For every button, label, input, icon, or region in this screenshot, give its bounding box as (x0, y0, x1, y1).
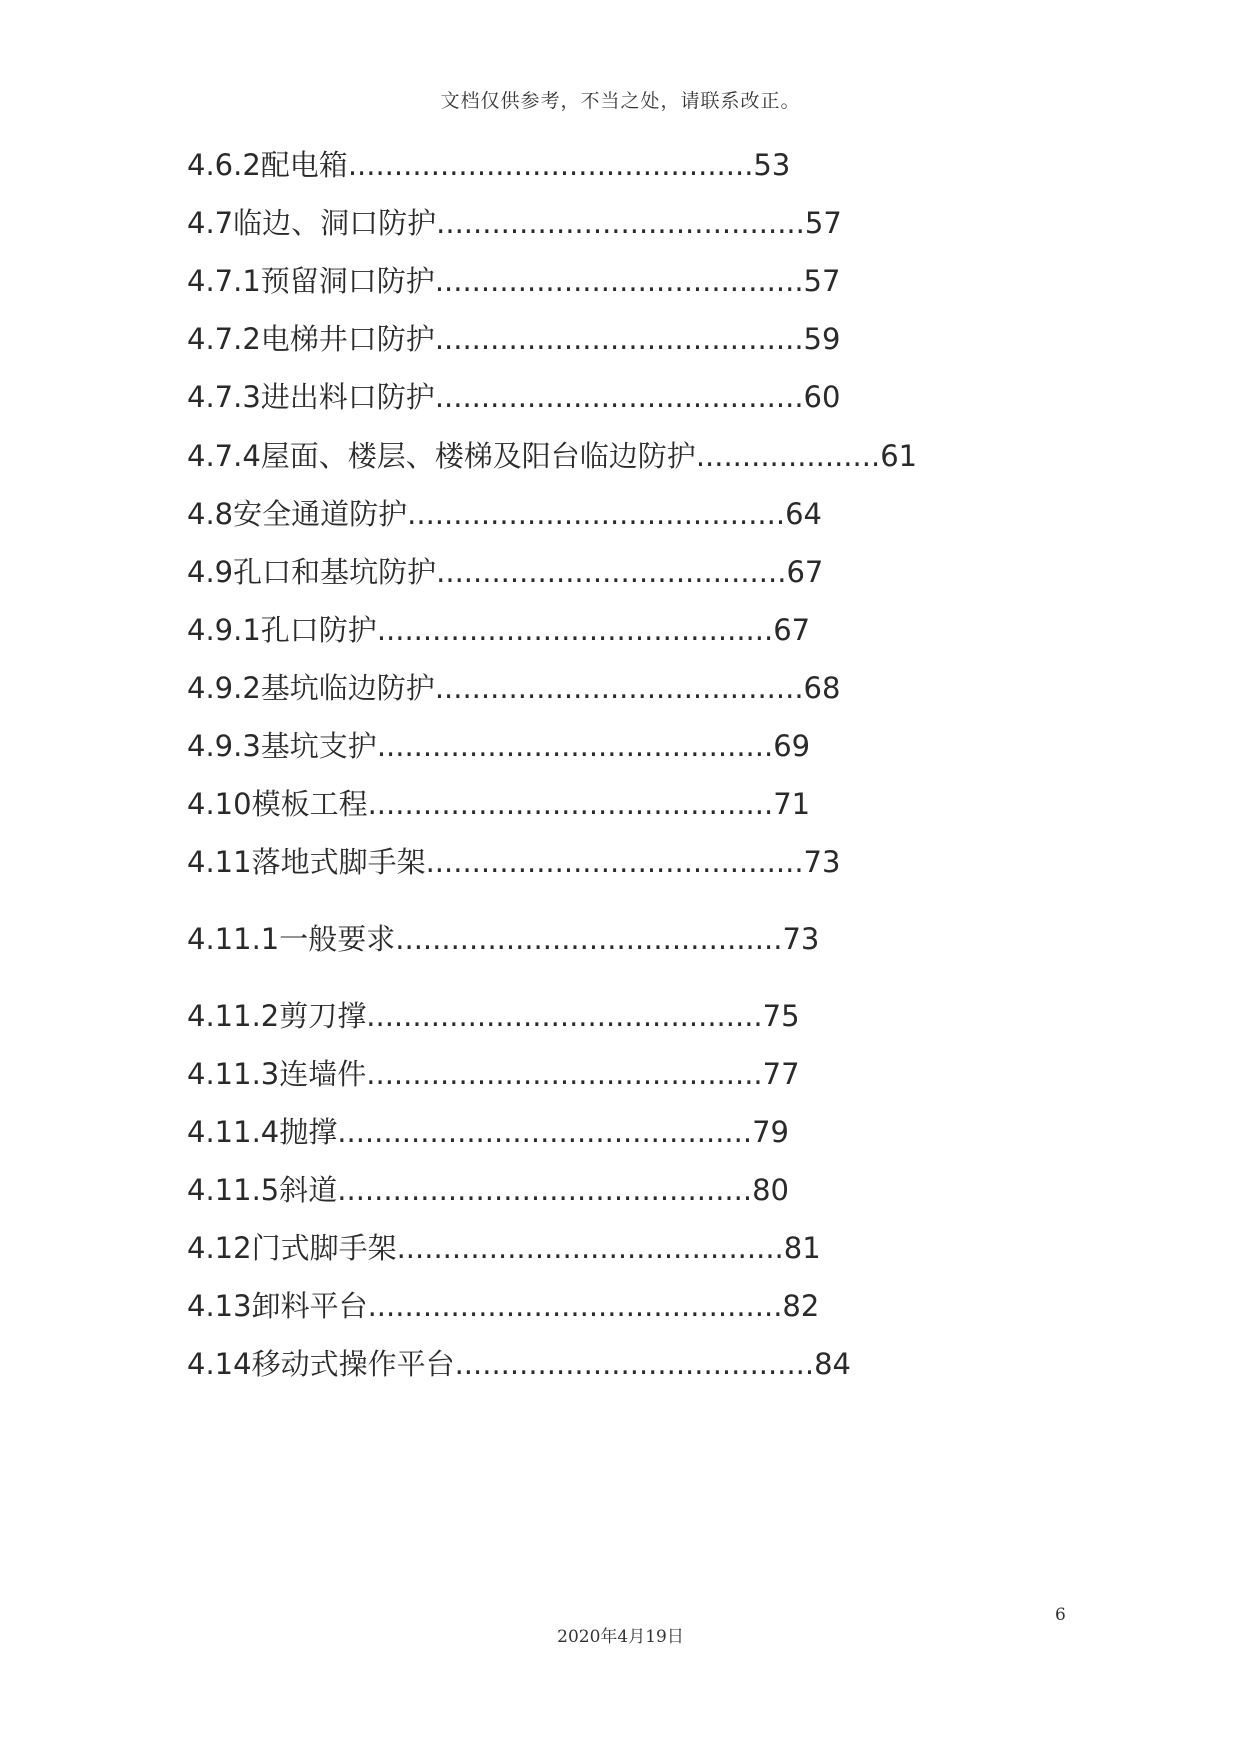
toc-entry-page: 57 (804, 206, 842, 240)
toc-entry-number: 4.9.1 (187, 613, 261, 647)
toc-entry[interactable] (187, 436, 917, 476)
toc-entry-leader: ........................................... (366, 999, 763, 1033)
toc-entry[interactable] (187, 1228, 821, 1268)
toc-entry[interactable] (187, 996, 800, 1036)
toc-entry-title: 孔口防护 (260, 613, 377, 647)
toc-entry-title: 进出料口防护 (260, 380, 435, 414)
toc-entry-leader: ......................................... (425, 845, 804, 879)
toc-entry-title: 电梯井口防护 (260, 322, 435, 356)
toc-entry-leader: ............................................ (347, 148, 754, 182)
toc-entry[interactable] (187, 319, 840, 359)
toc-entry-leader: ........................................... (376, 613, 774, 647)
toc-entry-page: 80 (752, 1173, 789, 1207)
toc-entry-title: 移动式操作平台 (251, 1347, 455, 1381)
toc-entry-title: 配电箱 (260, 148, 348, 182)
toc-entry[interactable] (187, 145, 790, 185)
toc-entry-title: 屋面、楼层、楼梯及阳台临边防护 (260, 439, 696, 473)
toc-entry-leader: ........................................ (436, 206, 805, 240)
toc-entry-leader: ........................................ (434, 671, 804, 705)
toc-entry-page: 77 (762, 1057, 800, 1091)
toc-entry-number: 4.11.3 (187, 1057, 280, 1091)
toc-entry-page: 73 (803, 845, 841, 879)
toc-entry-leader: ......................................... (407, 497, 786, 531)
toc-entry-page: 82 (782, 1289, 820, 1323)
toc-entry-number: 4.9 (187, 555, 234, 589)
toc-entry-leader: ........................................ (434, 322, 804, 356)
toc-entry-number: 4.11.1 (187, 922, 280, 956)
toc-entry[interactable] (187, 919, 819, 959)
toc-entry-number: 4.7.2 (187, 322, 261, 356)
toc-entry-page: 71 (773, 787, 811, 821)
toc-entry-page: 67 (773, 613, 811, 647)
toc-entry-number: 4.12 (187, 1231, 252, 1265)
toc-entry-leader: ............................................. (337, 1173, 753, 1207)
toc-entry-number: 4.14 (187, 1347, 252, 1381)
toc-entry-title: 门式脚手架 (251, 1231, 397, 1265)
toc-entry-number: 4.13 (187, 1289, 252, 1323)
toc-entry[interactable] (187, 726, 810, 766)
toc-entry-page: 53 (753, 148, 791, 182)
toc-entry-title: 一般要求 (279, 922, 396, 956)
toc-entry[interactable] (187, 377, 840, 417)
toc-entry[interactable] (187, 668, 840, 708)
toc-entry-page: 68 (803, 671, 841, 705)
toc-entry-leader: ............................................. (367, 1289, 783, 1323)
toc-entry-title: 剪刀撑 (279, 999, 367, 1033)
toc-entry[interactable] (187, 1170, 789, 1210)
toc-entry-page: 69 (773, 729, 811, 763)
toc-entry-page: 59 (803, 322, 841, 356)
page-number: 6 (1055, 1605, 1066, 1625)
toc-entry-title: 孔口和基坑防护 (233, 555, 437, 589)
toc-entry[interactable] (187, 610, 810, 650)
toc-entry-leader: ........................................ (434, 264, 804, 298)
toc-entry-page: 79 (752, 1115, 789, 1149)
toc-entry-title: 安全通道防护 (233, 497, 408, 531)
toc-entry-number: 4.11.4 (187, 1115, 280, 1149)
toc-entry-page: 84 (814, 1347, 852, 1381)
toc-entry-number: 4.7.4 (187, 439, 261, 473)
toc-entry-leader: ........................................ (434, 380, 804, 414)
toc-entry-number: 4.6.2 (187, 148, 261, 182)
toc-entry[interactable] (187, 1112, 789, 1152)
toc-entry-leader: ........................................... (376, 729, 774, 763)
toc-entry-number: 4.7 (187, 206, 234, 240)
toc-entry-number: 4.11.5 (187, 1173, 280, 1207)
toc-entry-page: 64 (785, 497, 822, 531)
toc-entry[interactable] (187, 203, 842, 243)
toc-entry-page: 81 (783, 1231, 821, 1265)
toc-entry[interactable] (187, 1344, 851, 1384)
toc-entry-leader: ............................................ (367, 787, 774, 821)
toc-entry-number: 4.11.2 (187, 999, 280, 1033)
toc-entry-number: 4.11 (187, 845, 252, 879)
toc-entry-title: 连墙件 (279, 1057, 367, 1091)
toc-entry-leader: .......................................... (396, 1231, 784, 1265)
toc-entry[interactable] (187, 1286, 819, 1326)
toc-entry[interactable] (187, 1054, 800, 1094)
toc-entry-number: 4.8 (187, 497, 234, 531)
toc-entry-page: 67 (786, 555, 824, 589)
toc-entry-leader: .................... (695, 439, 881, 473)
toc-entry-number: 4.7.3 (187, 380, 261, 414)
page-header: 文档仅供参考，不当之处，请联系改正。 (440, 90, 801, 112)
page-footer-date: 2020年4月19日 (557, 1627, 684, 1647)
toc-entry-title: 预留洞口防护 (260, 264, 435, 298)
toc-entry-title: 基坑临边防护 (260, 671, 435, 705)
toc-entry-number: 4.7.1 (187, 264, 261, 298)
toc-entry-title: 模板工程 (251, 787, 368, 821)
toc-entry-title: 斜道 (279, 1173, 338, 1207)
toc-entry-title: 抛撑 (279, 1115, 338, 1149)
toc-entry-leader: ....................................... (454, 1347, 815, 1381)
toc-entry[interactable] (187, 842, 840, 882)
toc-entry-page: 60 (803, 380, 841, 414)
toc-entry[interactable] (187, 552, 823, 592)
toc-entry-title: 临边、洞口防护 (233, 206, 437, 240)
toc-entry-title: 卸料平台 (251, 1289, 368, 1323)
toc-entry-number: 4.10 (187, 787, 252, 821)
toc-entry-page: 61 (880, 439, 918, 473)
toc-entry[interactable] (187, 261, 840, 301)
toc-entry-page: 73 (782, 922, 820, 956)
toc-entry-number: 4.9.3 (187, 729, 261, 763)
toc-entry-title: 落地式脚手架 (251, 845, 426, 879)
toc-entry-number: 4.9.2 (187, 671, 261, 705)
toc-entry-title: 基坑支护 (260, 729, 377, 763)
toc-entry-leader: .......................................... (395, 922, 783, 956)
toc-entry-leader: ........................................... (366, 1057, 763, 1091)
toc-entry-page: 57 (803, 264, 841, 298)
toc-entry-leader: ............................................. (337, 1115, 753, 1149)
toc-entry-leader: ...................................... (436, 555, 787, 589)
toc-entry-page: 75 (762, 999, 800, 1033)
toc-entry[interactable] (187, 784, 810, 824)
toc-entry[interactable] (187, 494, 822, 534)
